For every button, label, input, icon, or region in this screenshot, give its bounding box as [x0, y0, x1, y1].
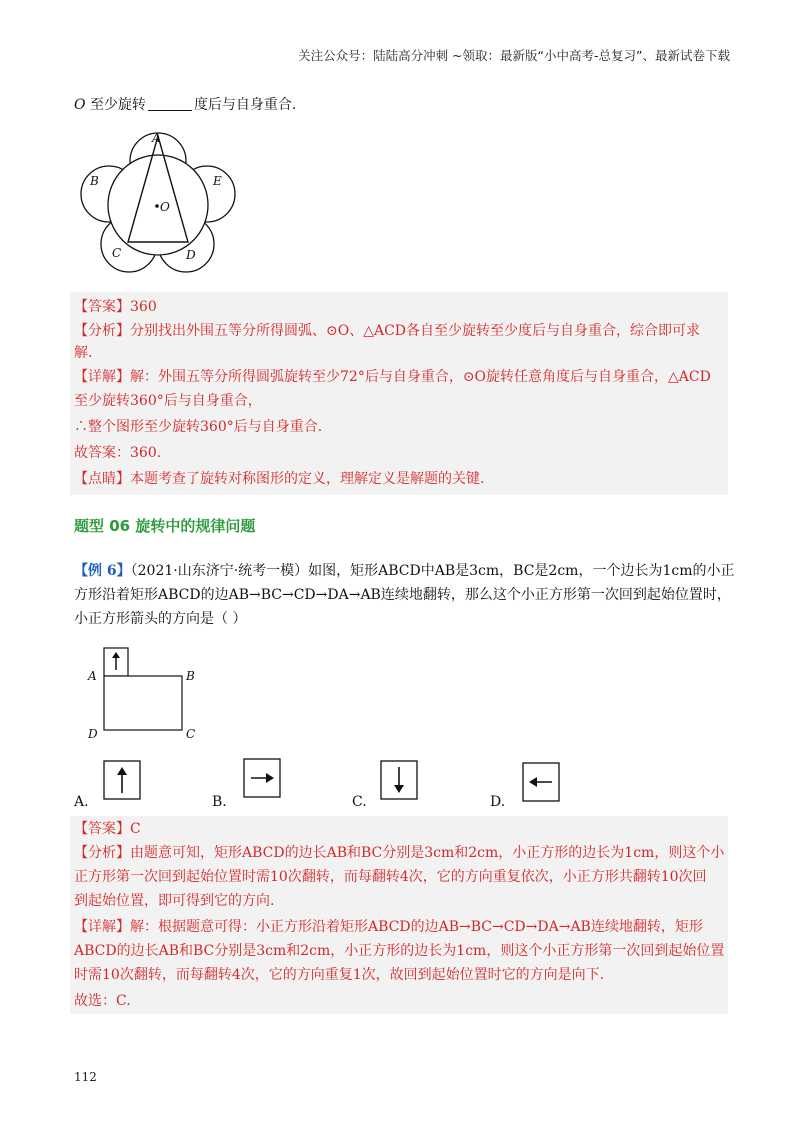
comment-tag: 【点睛】 — [74, 471, 130, 487]
answer-tag: 【答案】 — [74, 299, 130, 315]
analysis-text: 由题意可知，矩形ABCD的边长AB和BC分别是3cm和2cm，小正方形的边长为1cm，则这个小 — [130, 845, 725, 861]
option-c-label: C. — [352, 794, 367, 810]
question-5-line — [74, 94, 296, 116]
rect-label-d: D — [88, 727, 98, 741]
rect-label-c: C — [186, 727, 196, 741]
answer-5-line — [74, 296, 157, 318]
analysis-5-line-2: 解. — [74, 345, 93, 361]
answer-value: C — [130, 821, 141, 837]
analysis-6-line-1 — [74, 842, 724, 864]
label-e: E — [213, 174, 222, 188]
option-a-figure[interactable] — [103, 760, 141, 800]
detail-5-line-1 — [74, 366, 711, 388]
detail-6-line-1 — [74, 916, 703, 938]
example-6-line-3: 小正方形箭头的方向是（ ） — [74, 611, 247, 627]
example-text: （2021·山东济宁·统考一模）如图，矩形ABCD中AB是3cm，BC是2cm，一个边长为1cm的小正 — [130, 563, 735, 579]
label-a: A — [152, 131, 161, 145]
answer-6-line — [74, 818, 141, 840]
option-c-figure[interactable] — [380, 760, 418, 800]
analysis-6-line-3: 到起始位置，即可得到它的方向. — [74, 893, 275, 909]
page-header: 关注公众号：陆陆高分冲刺 ~领取：最新版“小中高考-总复习”、最新试卷下载 — [298, 48, 730, 63]
comment-text: 本题考查了旋转对称图形的定义，理解定义是解题的关键. — [130, 471, 485, 487]
example-6-line-2: 方形沿着矩形ABCD的边AB→BC→CD→DA→AB连续地翻转，那么这个小正方形第一次回到起始位置时， — [74, 587, 731, 603]
detail-tag: 【详解】 — [74, 369, 130, 385]
option-d-figure[interactable] — [522, 762, 560, 802]
analysis-6-line-2: 正方形第一次回到起始位置时需10次翻转，而每翻转4次，它的方向重复依次，小正方形共翻转10次回 — [74, 869, 707, 885]
detail-text: 解：根据题意可得：小正方形沿着矩形ABCD的边AB→BC→CD→DA→AB连续地翻转，矩形 — [130, 919, 703, 935]
rectangle-figure — [84, 644, 204, 744]
detail-5-line-3: ∴整个图形至少旋转360°后与自身重合. — [74, 419, 323, 435]
detail-5-line-4: 故答案：360. — [74, 445, 162, 461]
section-title: 题型 06 旋转中的规律问题 — [74, 517, 256, 535]
analysis-5-line-1 — [74, 320, 700, 342]
center-point — [155, 204, 159, 208]
detail-5-line-2: 至少旋转360°后与自身重合， — [74, 393, 262, 409]
rotation-figure — [74, 126, 244, 286]
option-a-label: A. — [74, 794, 89, 810]
detail-tag: 【详解】 — [74, 919, 130, 935]
answer-block-6 — [70, 816, 728, 1014]
page-number: 112 — [74, 1070, 97, 1084]
question-5-text-after: 度后与自身重合. — [193, 97, 297, 113]
analysis-tag: 【分析】 — [74, 323, 130, 339]
answer-value: 360 — [130, 299, 157, 315]
o-letter: O — [74, 97, 86, 113]
option-b-figure[interactable] — [243, 758, 281, 798]
detail-text: 解：外围五等分所得圆弧旋转至少72°后与自身重合，⊙O旋转任意角度后与自身重合，△ACD — [130, 369, 711, 385]
answer-tag: 【答案】 — [74, 821, 130, 837]
example-6-line-1 — [74, 560, 734, 582]
rect-label-a: A — [88, 669, 97, 683]
question-5-text-before: 至少旋转 — [89, 97, 146, 113]
detail-6-line-3: 时需10次翻转，而每翻转4次，它的方向重复1次，故回到起始位置时它的方向是向下. — [74, 967, 605, 983]
answer-blank — [148, 98, 192, 111]
detail-6-line-2: ABCD的边长AB和BC分别是3cm和2cm，小正方形的边长为1cm，则这个小正方形第一次回到起始位置 — [74, 943, 725, 959]
example-tag: 【例 6】 — [74, 563, 131, 579]
answer-block-5 — [70, 292, 728, 495]
rectangle-abcd — [104, 676, 182, 730]
detail-6-line-4: 故选：C. — [74, 993, 131, 1009]
label-b: B — [90, 174, 99, 188]
label-c: C — [112, 246, 122, 260]
label-d: D — [186, 248, 196, 262]
option-d-label: D. — [490, 794, 506, 810]
label-o: O — [160, 200, 170, 214]
option-b-label: B. — [212, 794, 227, 810]
analysis-tag: 【分析】 — [74, 845, 130, 861]
comment-5-line — [74, 468, 484, 490]
rect-label-b: B — [186, 669, 195, 683]
analysis-text: 分别找出外围五等分所得圆弧、⊙O、△ACD各自至少旋转至少度后与自身重合，综合即可求 — [130, 323, 701, 339]
